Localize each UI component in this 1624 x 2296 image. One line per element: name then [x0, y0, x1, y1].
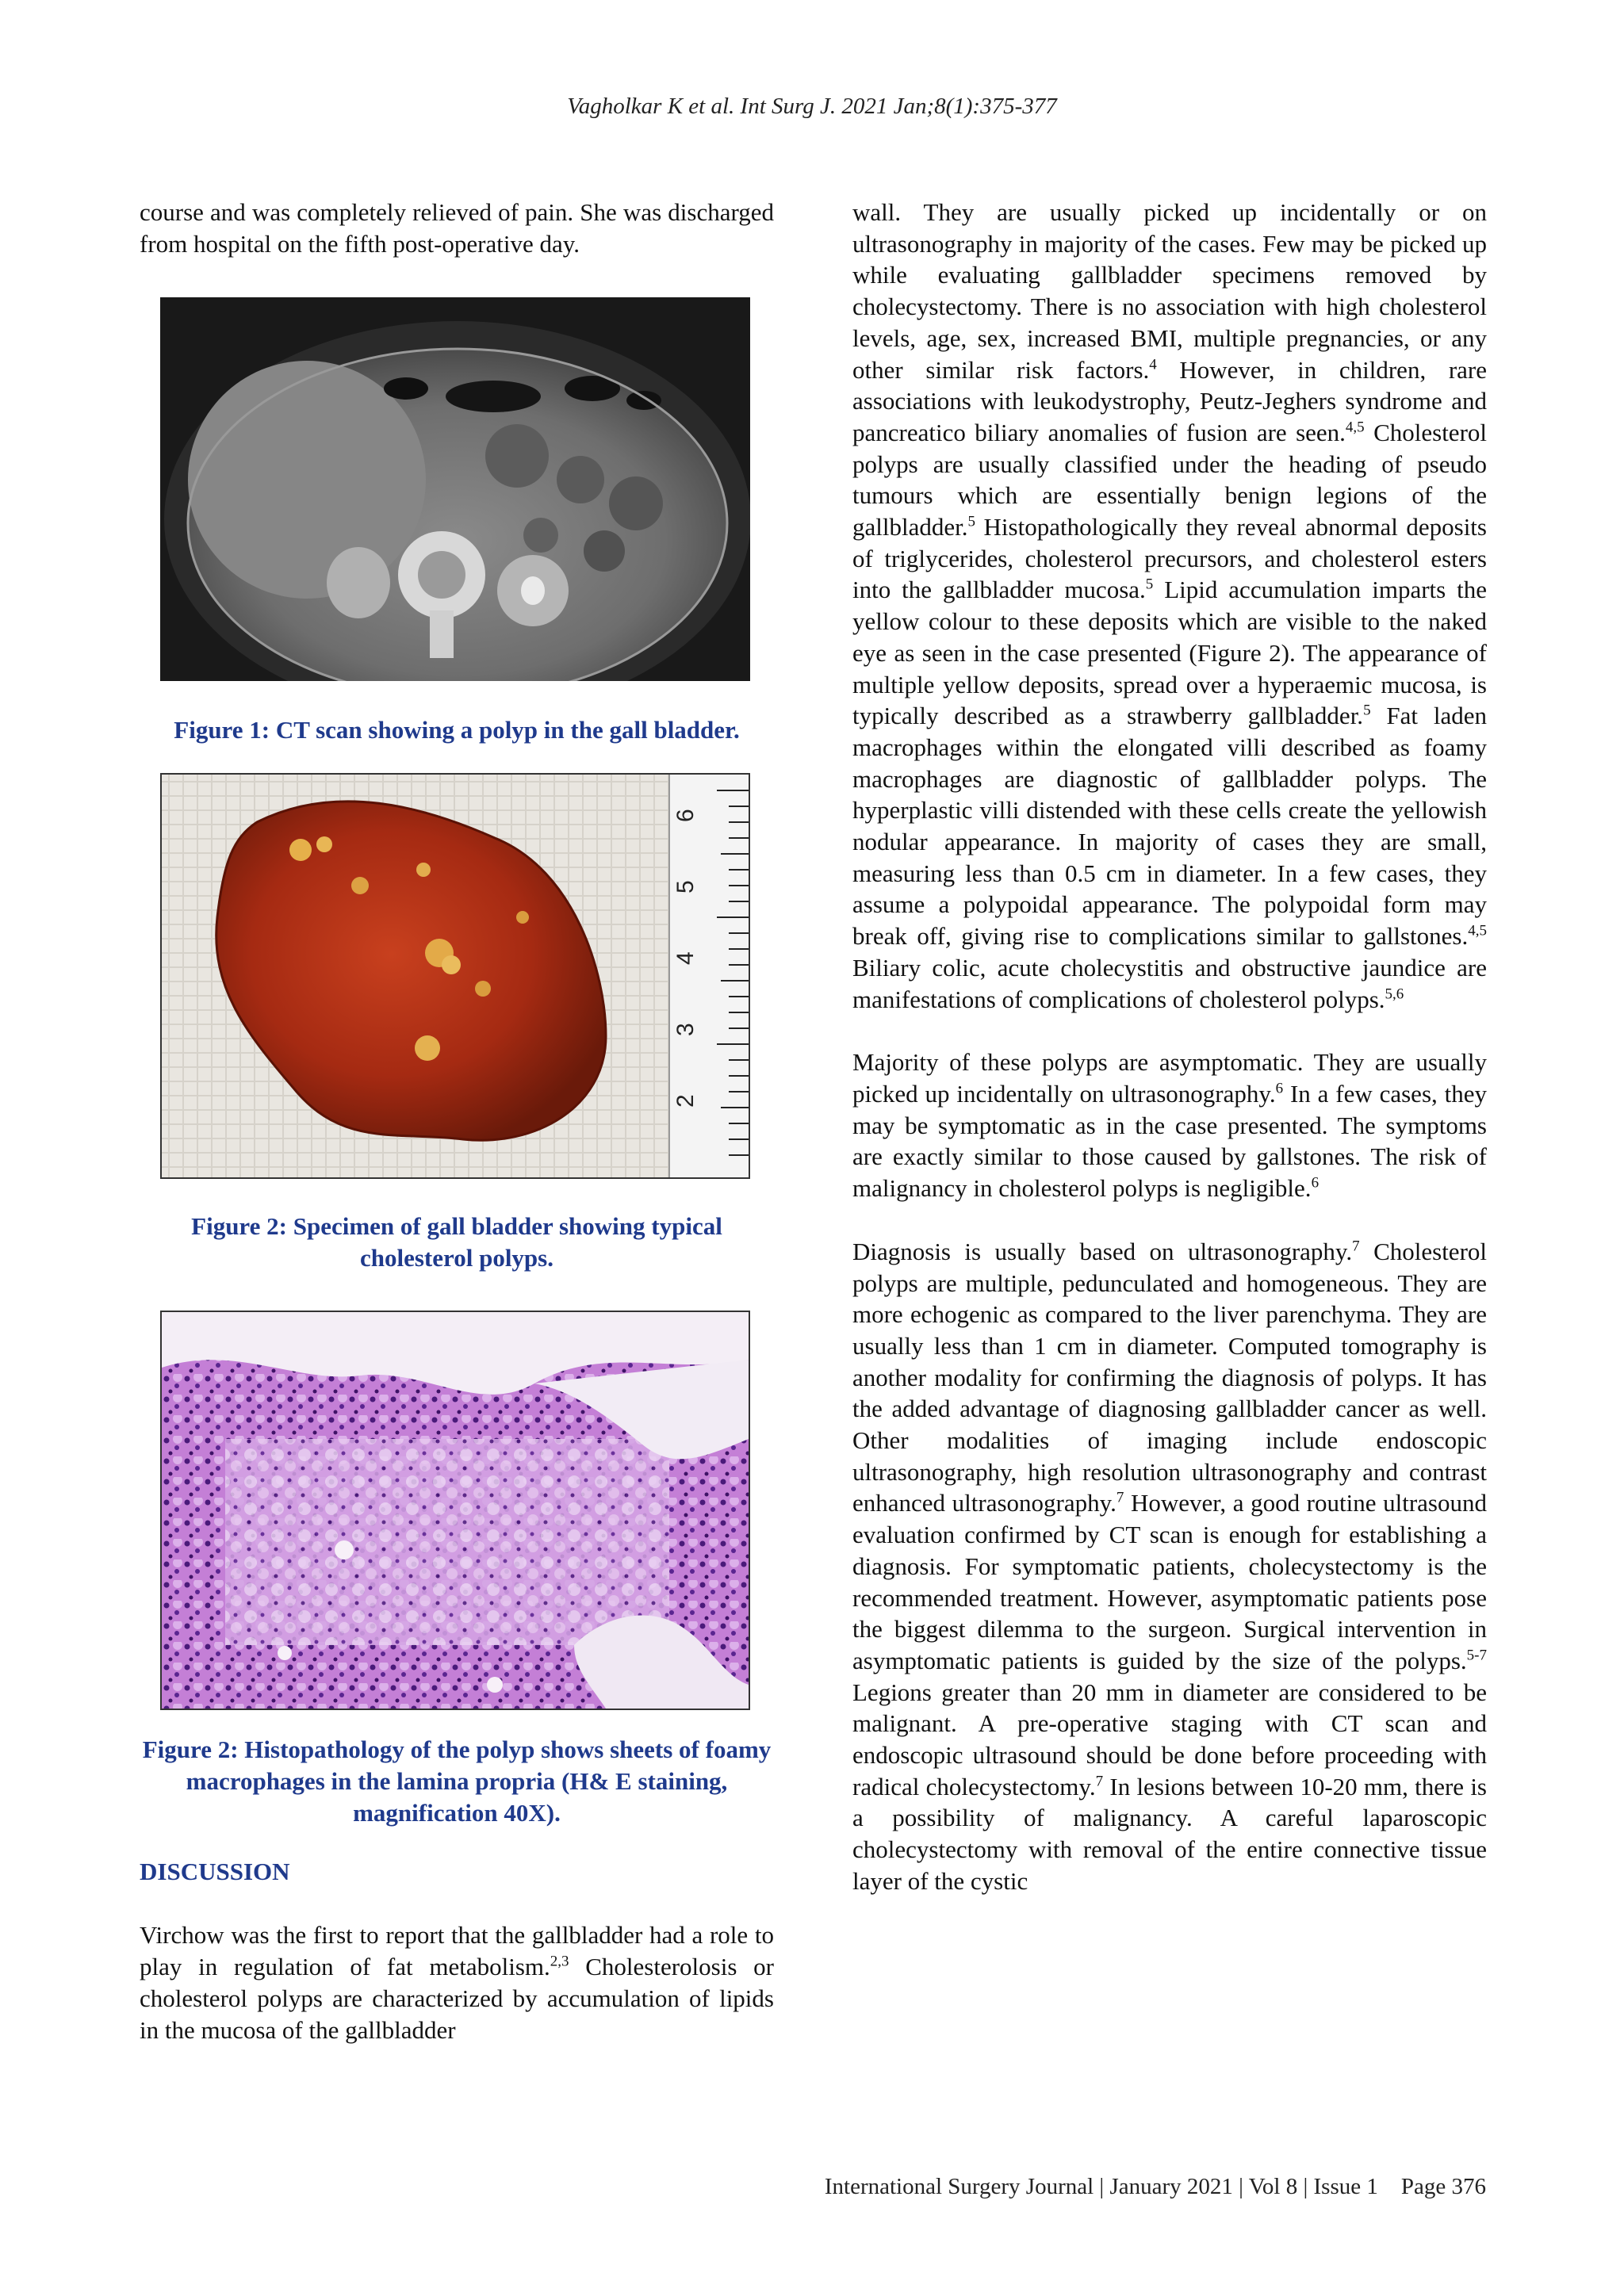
ruler-label-5: 5 [672, 880, 699, 894]
ruler-label-3: 3 [672, 1023, 699, 1037]
body-paragraph-1: wall. They are usually picked up incidentally or on ultrasonography in majority of the cases. Few may be picked up while evaluating gallbladder specimens removed by cholecystectomy. There is no association with high cholesterol levels, age, sex, increased BMI, multiple pregnancies, or any other similar risk factors.$^4$ However, in children, rare associations with leukodystrophy, Peutz-Jeghers syndrome and pancreatico biliary anomalies of fusion are seen.$^{4,5}$ Cholesterol polyps are usually classified under the heading of pseudo tumours which are essentially benign legions of the gallbladder.$^5$ Histopathologically they reveal abnormal deposits of triglycerides, cholesterol precursors, and cholesterol esters into the gallbladder mucosa.$^5$ Lipid accumulation imparts the yellow colour to these deposits which are visible to the naked eye as seen in the case presented (Figure 2). The appearance of multiple yellow deposits, spread over a hyperaemic mucosa, is typically described as a strawberry gallbladder.$^5$ Fat laden macrophages within the elongated villi described as foamy macrophages are diagnostic of gallbladder polyps. The hyperplastic villi distended with these cells create the yellowish nodular appearance. In majority of cases they are small, measuring less than 0.5 cm in diameter. In a few cases, they assume a polypoidal appearance. The polypoidal form may break off, giving rise to complications similar to gallstones.$^{4,5}$ Biliary colic, acute cholecystitis and obstructive jaundice are manifestations of complications of cholesterol polyps.$^{5,6}$ [852, 198, 1488, 1013]
figure-1-caption: Figure 1: CT scan showing a polyp in the gall bladder. [174, 716, 740, 744]
discussion-heading: DISCUSSION [140, 1858, 290, 1886]
ruler-label-2: 2 [672, 1094, 699, 1108]
figure-2-caption: Figure 2: Specimen of gall bladder showing typical cholesterol polyps. [191, 1212, 722, 1272]
figure-3-caption: Figure 2: Histopathology of the polyp shows sheets of foamy macrophages in the lamina propria (H& E staining, magnification 40X). [142, 1735, 772, 1827]
ct-scan-image [160, 297, 750, 681]
right-column [852, 197, 1487, 1897]
body-paragraph-3: Diagnosis is usually based on ultrasonography.$^7$ Cholesterol polyps are multiple, pedunculated and homogeneous. They are more echogenic as compared to the liver parenchyma. They are usually less than 1 cm in diameter. Computed tomography is another modality for confirming the diagnosis of polyps. It has the added advantage of diagnosing gallbladder cancer as well. Other modalities of imaging include endoscopic ultrasonography, high resolution ultrasonography and contrast enhanced ultrasonography.$^7$ However, a good routine ultrasound evaluation confirmed by CT scan is enough for establishing a diagnosis. For symptomatic patients, cholecystectomy is the recommended treatment. However, asymptomatic patients pose the biggest dilemma to the surgeon. Surgical intervention in asymptomatic patients is guided by the size of the polyps.$^{5-7}$ Legions greater than 20 mm in diameter are considered to be malignant. A pre-operative staging with CT scan and endoscopic ultrasound should be done before proceeding with radical cholecystectomy.$^7$ In lesions between 10-20 mm, there is a possibility of malignancy. A careful laparoscopic cholecystectomy with removal of the entire connective tissue layer of the cystic [852, 1237, 1488, 1895]
histopathology-image [160, 1311, 750, 1710]
intro-paragraph: course and was completely relieved of pain. She was discharged from hospital on the fifth post-operative day. [140, 198, 774, 258]
ruler-label-4: 4 [672, 951, 699, 966]
page-footer: International Surgery Journal | January 2021 | Vol 8 | Issue 1 Page 376 [824, 2174, 1486, 2199]
specimen-photo [160, 773, 750, 1179]
left-column [140, 197, 774, 2045]
running-header: Vagholkar K et al. Int Surg J. 2021 Jan;8(1):375-377 [567, 94, 1057, 119]
body-paragraph-2: Majority of these polyps are asymptomatic. They are usually picked up incidentally on ultrasonography.$^6$ In a few cases, they may be symptomatic as in the case presented. The symptoms are exactly similar to those caused by gallstones. The risk of malignancy in cholesterol polyps is negligible.$^6$ [852, 1048, 1487, 1203]
discussion-paragraph: Virchow was the first to report that the gallbladder had a role to play in regulation of fat metabolism.$^{2,3}$ Cholesterolosis or cholesterol polyps are characterized by accumulation of lipids in the mucosa of the gallbladder [140, 1921, 774, 2044]
ruler-label-6: 6 [672, 809, 699, 823]
